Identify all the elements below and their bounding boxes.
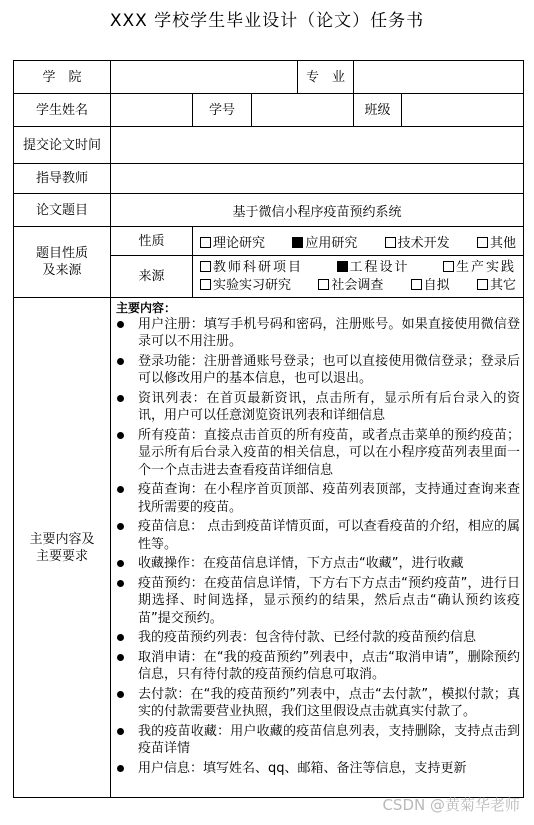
checkbox-icon[interactable]	[477, 237, 488, 248]
list-item: 我的疫苗预约列表：包含待付款、已经付款的疫苗预约信息	[114, 629, 520, 647]
list-item: 用户信息：填写姓名、qq、邮箱、备注等信息，支持更新	[114, 760, 520, 778]
checkbox-icon[interactable]	[200, 237, 211, 248]
topic-field[interactable]: 基于微信小程序疫苗预约系统	[111, 194, 524, 227]
content-label-text: 主要内容及主要要求	[29, 531, 95, 564]
major-label: 专 业	[298, 61, 354, 94]
list-item: 用户注册：填写手机号码和密码，注册账号。如果直接使用微信登录可以不用注册。	[114, 316, 520, 351]
student-id-field[interactable]	[252, 94, 354, 127]
advisor-field[interactable]	[111, 164, 524, 194]
nature-option-other[interactable]	[477, 232, 516, 251]
submit-time-field[interactable]	[111, 127, 524, 164]
checkbox-checked-icon[interactable]	[292, 237, 303, 248]
checkbox-checked-icon[interactable]	[337, 261, 348, 272]
student-name-label: 学生姓名	[14, 94, 111, 127]
source-option-research[interactable]	[200, 259, 303, 277]
source-option-experiment[interactable]	[200, 277, 291, 295]
option-label: 其他	[489, 235, 516, 251]
college-field[interactable]	[111, 61, 298, 94]
class-field[interactable]	[402, 94, 524, 127]
row-topic	[14, 194, 524, 227]
watermark: CSDN @黄菊华老师	[382, 796, 520, 814]
content-field[interactable]	[111, 298, 524, 798]
nature-option-theory[interactable]	[200, 232, 265, 251]
row-college	[14, 61, 524, 94]
option-label: 理论研究	[213, 235, 266, 251]
checkbox-icon[interactable]	[318, 279, 329, 290]
college-label: 学 院	[14, 61, 111, 94]
document-title: XXX 学校学生毕业设计（论文）任务书	[109, 11, 425, 31]
source-option-engineering[interactable]	[337, 259, 410, 277]
task-form-table	[13, 60, 524, 798]
source-options	[193, 256, 524, 298]
list-item: 收藏操作：在疫苗信息详情，下方点击“收藏”，进行收藏	[114, 555, 520, 573]
nature-options	[193, 227, 524, 256]
list-item: 资讯列表：在首页最新资讯，点击所有，显示所有后台录入的资讯，用户可以任意浏览资讯列表和详细信息	[114, 390, 520, 425]
content-label	[14, 298, 111, 798]
row-nature	[14, 227, 524, 256]
row-student	[14, 94, 524, 127]
checkbox-icon[interactable]	[443, 261, 454, 272]
checkbox-icon[interactable]	[200, 261, 211, 272]
row-submit-time	[14, 127, 524, 164]
nature-label: 性质	[111, 227, 193, 256]
requirements-list	[114, 316, 520, 778]
topic-label: 论文题目	[14, 194, 111, 227]
checkbox-icon[interactable]	[200, 279, 211, 290]
list-item: 取消申请：在“我的疫苗预约”列表中，点击“取消申请”，删除预约信息，只有待付款的疫苗预约信息可取消。	[114, 649, 520, 684]
option-label: 工程设计	[349, 259, 410, 275]
source-option-self[interactable]	[411, 277, 450, 295]
row-content	[14, 298, 524, 798]
option-label: 生产实践	[456, 259, 517, 275]
list-item: 我的疫苗收藏：用户收藏的疫苗信息列表，支持删除，支持点击到疫苗详情	[114, 723, 520, 758]
option-label: 应用研究	[305, 235, 358, 251]
student-name-field[interactable]	[111, 94, 193, 127]
list-item: 登录功能：注册普通账号登录；也可以直接使用微信登录；登录后可以修改用户的基本信息，也可以退出。	[114, 353, 520, 388]
checkbox-icon[interactable]	[385, 237, 396, 248]
content-heading: 主要内容：	[116, 300, 177, 315]
checkbox-icon[interactable]	[477, 279, 488, 290]
list-item: 去付款：在“我的疫苗预约”列表中，点击“去付款”，模拟付款；真实的付款需要营业执照，我们这里假设点击就真实付款了。	[114, 686, 520, 721]
list-item: 疫苗查询：在小程序首页顶部、疫苗列表顶部，支持通过查询来查找所需要的疫苗。	[114, 481, 520, 516]
list-item: 疫苗信息： 点击到疫苗详情页面，可以查看疫苗的介绍，相应的属性等。	[114, 518, 520, 553]
source-label: 来源	[111, 256, 193, 298]
row-advisor	[14, 164, 524, 194]
option-label: 社会调查	[331, 277, 384, 293]
option-label: 自拟	[423, 277, 450, 293]
checkbox-icon[interactable]	[411, 279, 422, 290]
option-label: 技术开发	[397, 235, 450, 251]
source-option-other[interactable]	[477, 277, 516, 295]
nature-option-tech[interactable]	[385, 232, 450, 251]
class-label: 班级	[354, 94, 402, 127]
submit-time-label: 提交论文时间	[14, 127, 111, 164]
list-item: 疫苗预约：在疫苗信息详情，下方右下方点击“预约疫苗”，进行日期选择、时间选择，显示预约的结果，然后点击“确认预约该疫苗”提交预约。	[114, 575, 520, 628]
option-label: 实验实习研究	[213, 277, 292, 293]
topic-type-label	[14, 227, 111, 298]
source-option-production[interactable]	[443, 259, 516, 277]
advisor-label: 指导教师	[14, 164, 111, 194]
option-label: 教师科研项目	[213, 259, 304, 275]
topic-type-text: 题目性质及来源	[35, 246, 88, 278]
major-field[interactable]	[354, 61, 524, 94]
list-item: 所有疫苗：直接点击首页的所有疫苗，或者点击菜单的预约疫苗；显示所有后台录入疫苗的相关信息，可以在小程序疫苗列表里面一个一个点击进去查看疫苗详细信息	[114, 427, 520, 480]
student-id-label: 学号	[193, 94, 252, 127]
option-label: 其它	[489, 277, 516, 293]
source-option-survey[interactable]	[318, 277, 383, 295]
nature-option-applied[interactable]	[292, 232, 357, 251]
